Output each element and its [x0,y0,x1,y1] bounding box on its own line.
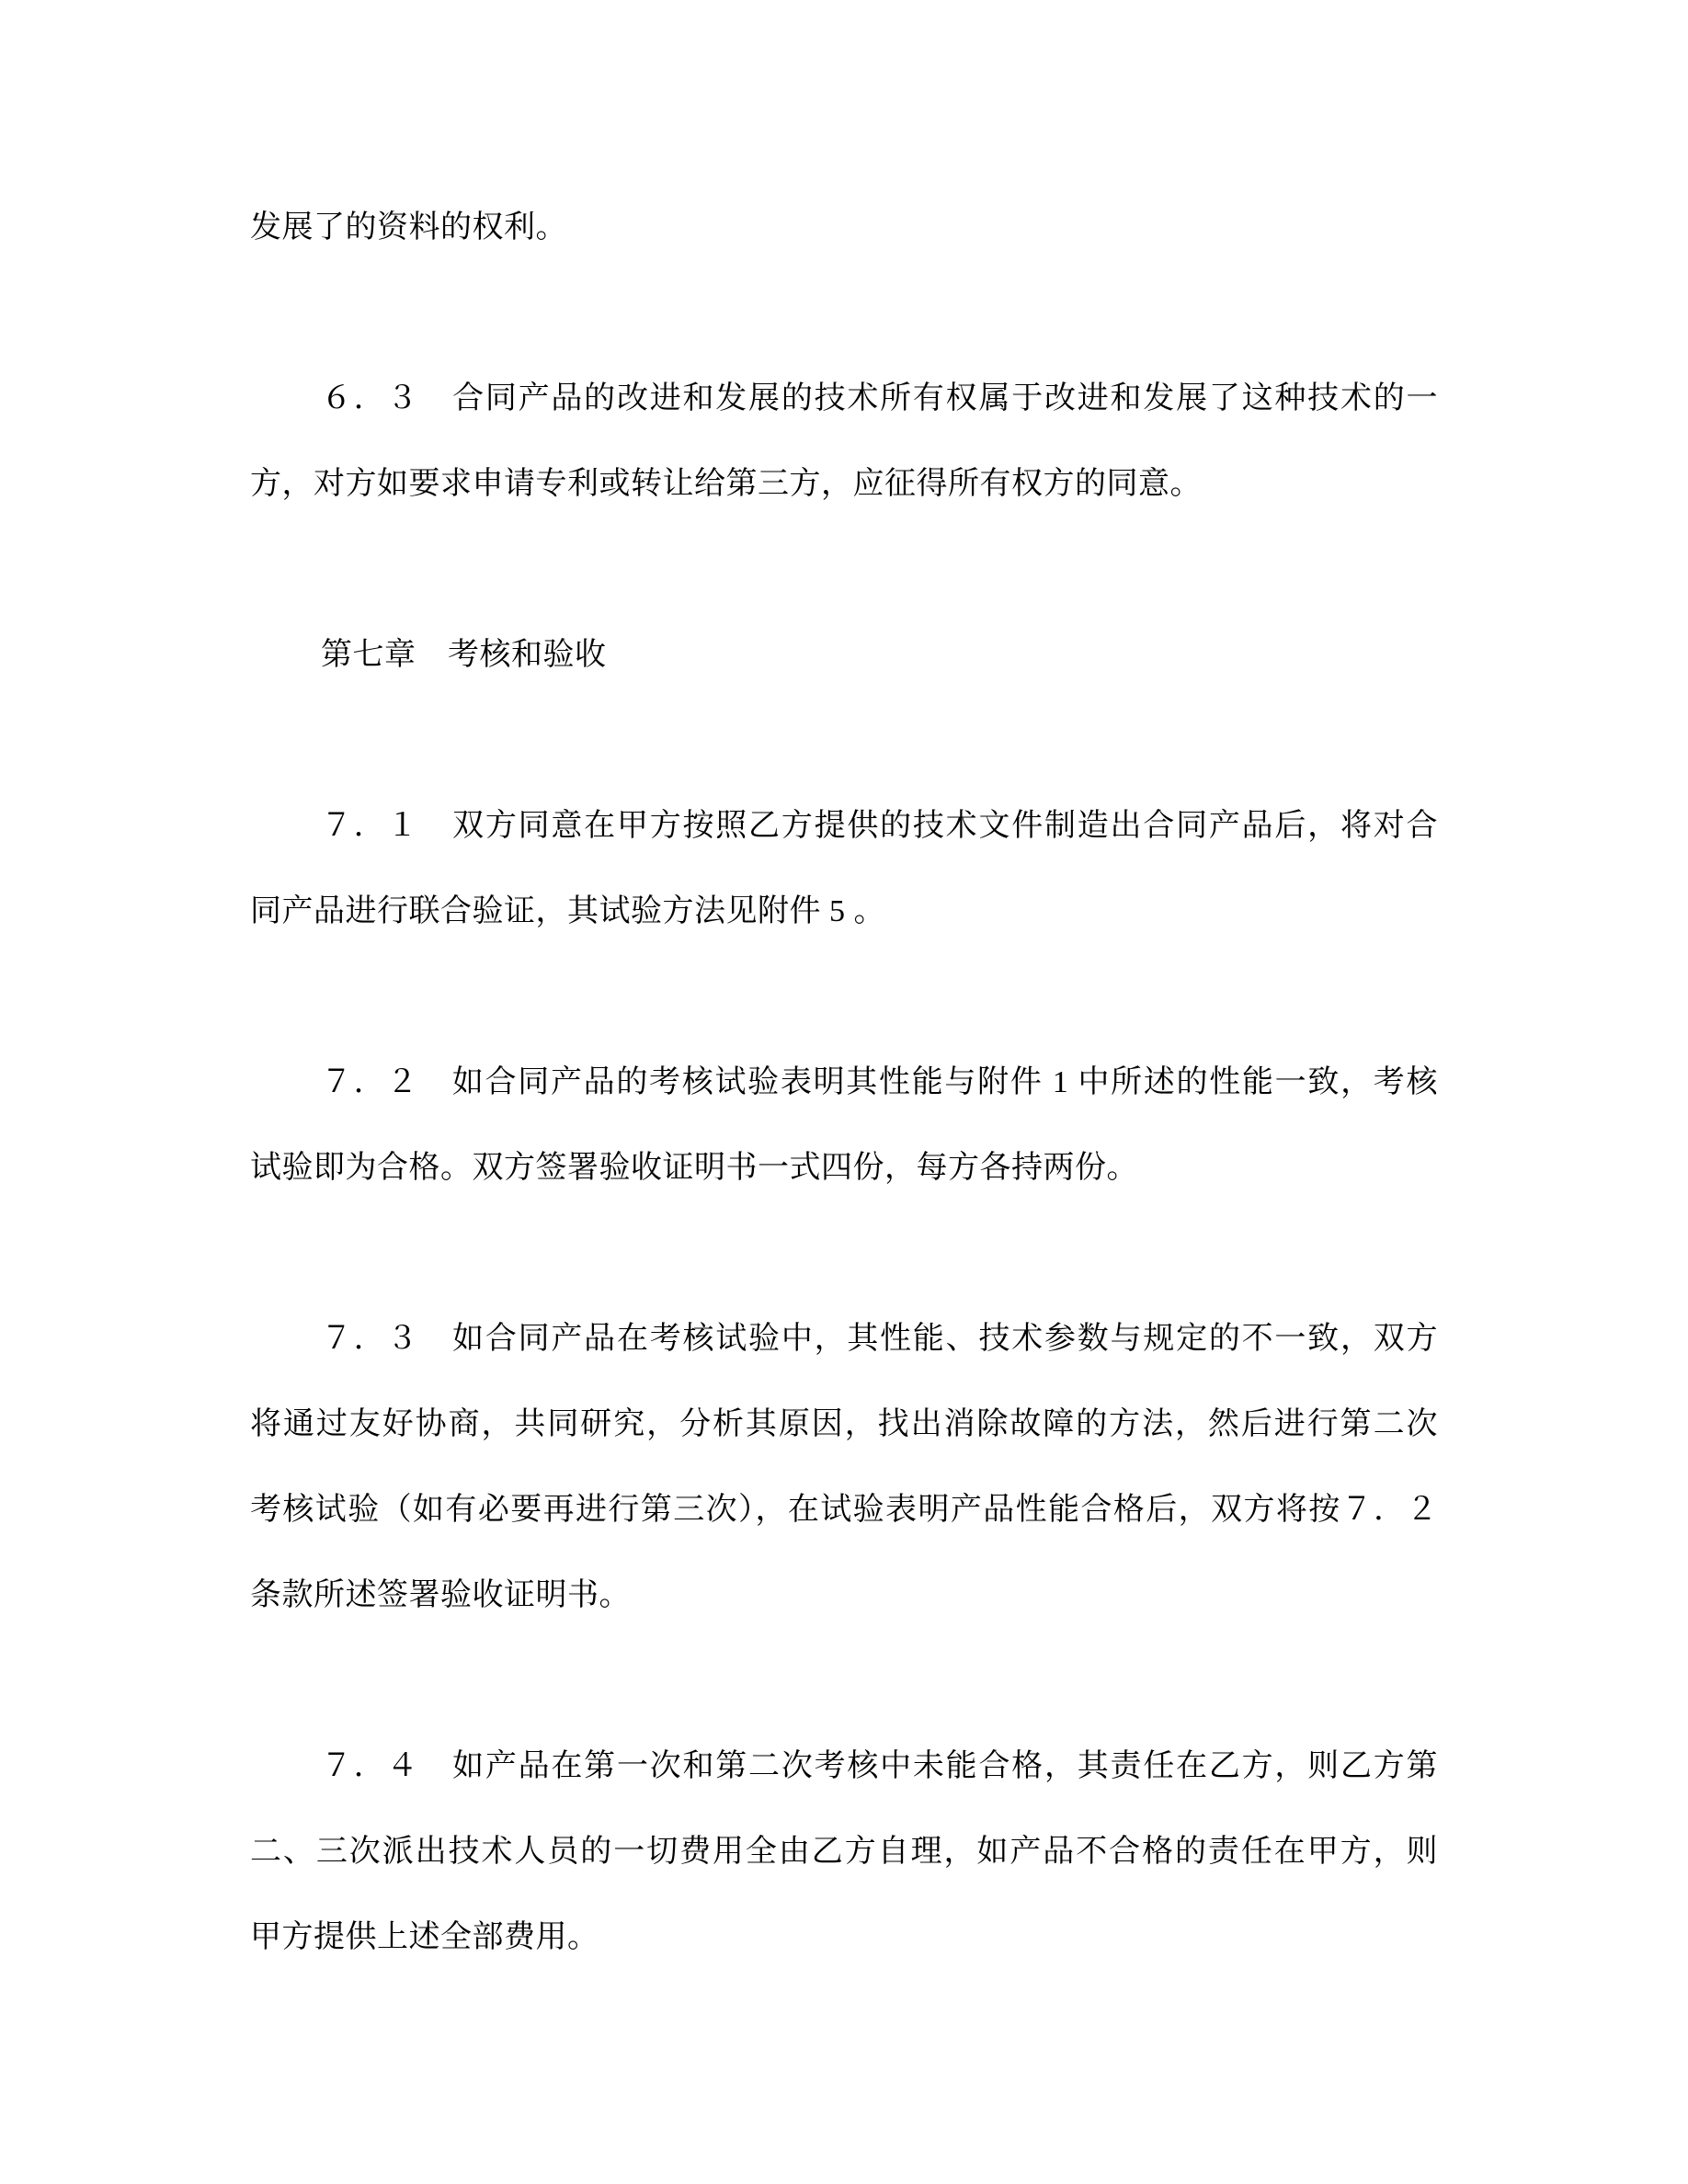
paragraph-line: ７．３ 如合同产品在考核试验中，其性能、技术参数与规定的不一致，双方 [321,1322,1438,1356]
paragraph-clause-7-2 [250,1040,1438,1211]
paragraph-line: ７．４ 如产品在第一次和第二次考核中未能合格，其责任在乙方，则乙方第 [321,1749,1438,1783]
chapter-7-heading [250,612,1438,698]
paragraph-line: 甲方提供上述全部费用。 [250,1920,599,1954]
paragraph-clause-7-4 [250,1723,1438,1980]
paragraph-line: 方，对方如要求申请专利或转让给第三方，应征得所有权方的同意。 [250,467,1202,501]
paragraph-line: 条款所述签署验收证明书。 [250,1578,631,1612]
paragraph-clause-6-2-continuation [250,185,1438,270]
paragraph-line: ７．１ 双方同意在甲方按照乙方提供的技术文件制造出合同产品后，将对合 [321,809,1438,843]
heading-line: 第七章 考核和验收 [321,638,607,672]
paragraph-line: ６．３ 合同产品的改进和发展的技术所有权属于改进和发展了这种技术的一 [321,381,1438,415]
paragraph-line: 试验即为合格。双方签署验收证明书一式四份，每方各持两份。 [250,1151,1138,1185]
paragraph-line: 考核试验（如有必要再进行第三次），在试验表明产品性能合格后，双方将按７．２ [250,1493,1438,1527]
paragraph-clause-6-3 [250,356,1438,527]
paragraph-line: 二、三次派出技术人员的一切费用全由乙方自理，如产品不合格的责任在甲方，则 [250,1835,1438,1869]
paragraph-line: ７．２ 如合同产品的考核试验表明其性能与附件 1 中所述的性能一致，考核 [321,1065,1438,1099]
paragraph-line: 将通过友好协商，共同研究，分析其原因，找出消除故障的方法，然后进行第二次 [250,1407,1438,1441]
paragraph-clause-7-1 [250,783,1438,954]
document-body [250,185,1438,1980]
paragraph-line: 发展了的资料的权利。 [250,210,567,245]
paragraph-clause-7-3 [250,1296,1438,1638]
paragraph-line: 同产品进行联合验证，其试验方法见附件 5 。 [250,894,885,928]
